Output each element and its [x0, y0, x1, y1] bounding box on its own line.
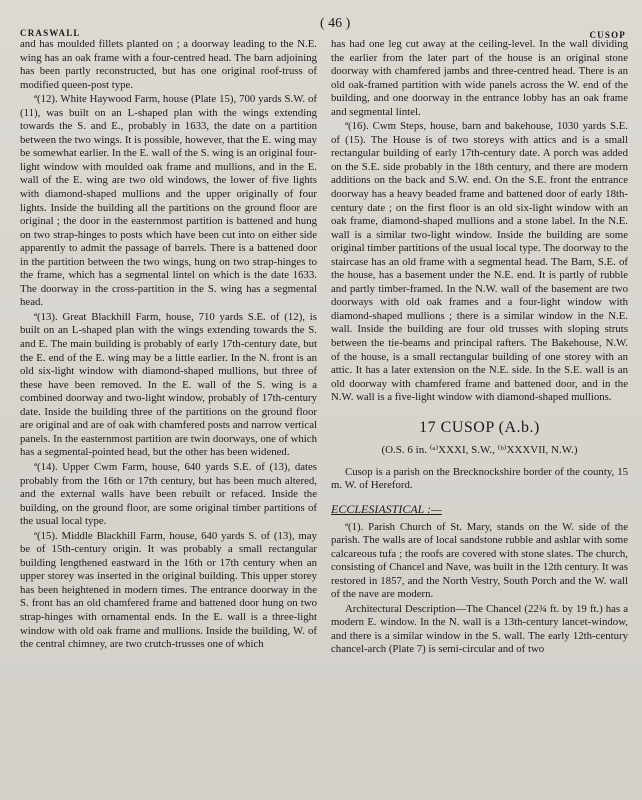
paragraph: and has moulded fillets planted on ; a doorway leading to the N.E. wing has an oak frame with a four-centred head. The barn adjoining has been partly reconstructed, but has one original roof-truss of modified queen-post type. — [20, 38, 317, 91]
section-intro: Cusop is a parish on the Brecknockshire border of the county, 15 m. W. of Hereford. — [331, 465, 628, 492]
paragraph: ª(12). White Haywood Farm, house (Plate 15), 700 yards S.W. of (11), was built on an L-shaped plan with the wings extending towards the S. and E., probably in 1633, the date on a partition between the two wings. It is possible, however, that the E. wing may be somewhat earlier. In the E. wall of the S. wing is an original four-light window with moulded oak frame and mullions, and in the E. wall of the E. wing are two old windows, the lower of five lights with diamond-shaped mullions and the upper originally of four lights. Inside the building all the partitions on the ground floor are original ; the door in the easternmost partition is battened and hung on two strap-hinges to posts which have been cut into on either side apparently to admit the passage of barrels. There is a battened door in the partition between the two wings, hung on two strap-hinges to the frame, which has a segmental lintel on which is the date 1633. The doorway in the cross-partition in the S. wing has a segmental head. — [20, 93, 317, 309]
paragraph: ª(1). Parish Church of St. Mary, stands on the W. side of the parish. The walls are of local sandstone rubble and ashlar with some calcareous tufa ; the roofs are covered with stone slates. The church, consisting of Chancel and Nave, was built in the 12th century. It was restored in 1857, and the North Vestry, South Porch and the W. wall of the nave are modern. — [331, 520, 628, 601]
os-reference: (O.S. 6 in. ⁽ᵃ⁾XXXI, S.W., ⁽ᵇ⁾XXXVII, N.W.) — [381, 444, 578, 457]
right-column — [331, 38, 628, 798]
running-head-left: CRASWALL — [20, 28, 81, 38]
text-columns — [20, 38, 630, 798]
paragraph: Architectural Description—The Chancel (22¾ ft. by 19 ft.) has a modern E. window. In the N. wall is a 13th-century lancet-window, and there is a similar window in the S. wall. The early 12th-century chancel-arch (Plate 7) is semi-circular and of two — [331, 602, 628, 656]
ecclesiastical-heading: ECCLESIASTICAL :— — [331, 501, 442, 516]
paragraph: ª(16). Cwm Steps, house, barn and bakehouse, 1030 yards S.E. of (15). The House is of two storeys with attics and is a small rectangular building of early 17th-century date. A porch was added on the S.E. side probably in the 18th century, and there are modern additions on the back and S.W. end. On the S.E. front the entrance doorway has a heavy beaded frame and battened door of early 18th-century date ; on the first floor is an old six-light window with an oak frame, diamond-shaped mullions and a stone label. In the N.E. wall is a similar two-light window. Inside the building are some original timber partitions of the usual local type. The doorway to the staircase has an old frame with a segmental head. The Barn, S.E. of the house, has a basement under the N.E. end. It is partly of rubble and partly timber-framed. In the N.W. wall of the basement are two doorways with old oak frames and a four-light window with diamond-shaped mullions ; there is a similar window in the N.E. wall. Inside the building are four old trusses with sloping struts between the tie-beams and principal rafters. The Bakehouse, N.W. of the house, is a small rectangular building of one storey with an attic. It has a later extension on the N.E. side. In the S.E. wall is an old doorway with chamfered frame and battened door, and in the N.W. wall is a five-light window with diamond-shaped mullions. — [331, 120, 628, 404]
page-header — [20, 12, 630, 38]
left-column — [20, 38, 317, 798]
paragraph: ª(14). Upper Cwm Farm, house, 640 yards S.E. of (13), dates probably from the 16th or 17th century, but has been much altered, and the external walls have been rebuilt or refaced. Inside the building, on the ground floor, are some original timber partitions of the usual local type. — [20, 460, 317, 528]
paragraph: ª(15). Middle Blackhill Farm, house, 640 yards S. of (13), may be of 15th-century origin. It was probably a small rectangular building lengthened eastward in the 16th or 17th century when an upper storey was inserted in the original building. This upper storey has been heightened in modern times. The entrance doorway in the S. front has an old chamfered frame and battened door hung on two strap-hinges with ornamental ends. In the E. wall is a three-light window with old oak frame and mullions. Inside the building, W. of the central chimney, are two crutch-trusses one of which — [20, 529, 317, 651]
running-head-right: CUSOP — [589, 30, 626, 40]
section-title: 17 CUSOP (A.b.) — [419, 418, 540, 436]
page-number: ( 46 ) — [320, 16, 351, 31]
paragraph: has had one leg cut away at the ceiling-level. In the wall dividing the earlier from the later part of the house is an original stone doorway with chamfered jambs and three-centred head. There is an old oak-framed partition with wide panels across the W. end of the building, and one doorway in the entrance lobby has an oak frame and segmental lintel. — [331, 38, 628, 118]
paragraph: ª(13). Great Blackhill Farm, house, 710 yards S.E. of (12), is built on an L-shaped plan with the wings extending towards the S. and E. The main building is probably of early 17th-century date, but the E. end of the E. wing may be a little earlier. In the N. front is an old six-light window with diamond-shaped mullions, but three of these have been removed. In the E. wall of the S. wing is a combined doorway and two-light window, probably of 17th-century date. Inside the building three of the partitions on the ground floor are original and are of oak with chamfered posts and narrow vertical panels. In the easternmost partition are twin doorways, one of which has a segmental-pointed head, but the other has been widened. — [20, 310, 317, 459]
